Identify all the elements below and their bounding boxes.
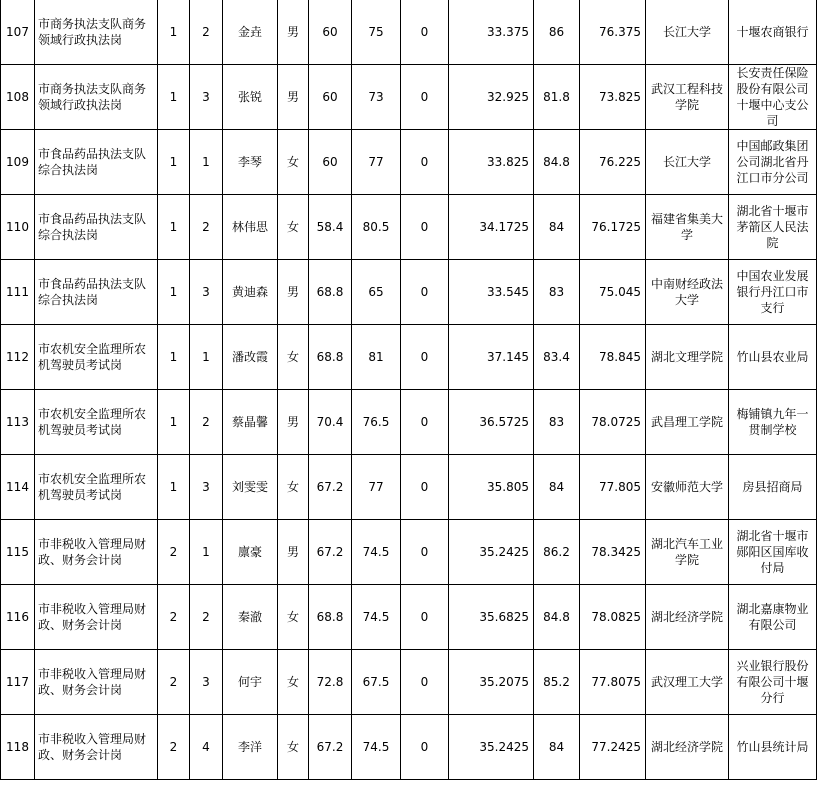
row-number-cell: 109 — [1, 130, 35, 195]
name-cell: 潘改霞 — [223, 325, 278, 390]
rank-cell: 2 — [190, 390, 223, 455]
gender-cell: 男 — [278, 65, 309, 130]
weighted-written-cell: 35.805 — [449, 455, 534, 520]
total-score-cell: 76.1725 — [580, 195, 646, 260]
professional-score-cell: 65 — [352, 260, 401, 325]
gender-cell: 女 — [278, 195, 309, 260]
table-row — [1, 260, 817, 325]
table-row — [1, 585, 817, 650]
post-cell: 市食品药品执法支队综合执法岗 — [35, 195, 158, 260]
table-row — [1, 715, 817, 780]
bonus-score-cell: 0 — [401, 390, 449, 455]
interview-score-cell: 83 — [534, 390, 580, 455]
total-score-cell: 77.2425 — [580, 715, 646, 780]
post-cell: 市食品药品执法支队综合执法岗 — [35, 130, 158, 195]
professional-score-cell: 73 — [352, 65, 401, 130]
row-number-cell: 107 — [1, 0, 35, 65]
employer-cell: 中国农业发展银行丹江口市支行 — [729, 260, 817, 325]
post-cell: 市非税收入管理局财政、财务会计岗 — [35, 650, 158, 715]
written-score-cell: 70.4 — [309, 390, 352, 455]
school-cell: 湖北经济学院 — [646, 715, 729, 780]
post-cell: 市商务执法支队商务领域行政执法岗 — [35, 0, 158, 65]
post-cell: 市食品药品执法支队综合执法岗 — [35, 260, 158, 325]
name-cell: 廪豪 — [223, 520, 278, 585]
total-score-cell: 73.825 — [580, 65, 646, 130]
professional-score-cell: 74.5 — [352, 520, 401, 585]
rank-cell: 3 — [190, 260, 223, 325]
table-row — [1, 0, 817, 65]
rank-cell: 3 — [190, 650, 223, 715]
weighted-written-cell: 35.2425 — [449, 715, 534, 780]
name-cell: 金垚 — [223, 0, 278, 65]
table-row — [1, 130, 817, 195]
total-score-cell: 78.0825 — [580, 585, 646, 650]
employer-cell: 竹山县统计局 — [729, 715, 817, 780]
written-score-cell: 68.8 — [309, 260, 352, 325]
interview-score-cell: 83 — [534, 260, 580, 325]
school-cell: 武汉工程科技学院 — [646, 65, 729, 130]
written-score-cell: 72.8 — [309, 650, 352, 715]
interview-score-cell: 84.8 — [534, 585, 580, 650]
rank-cell: 1 — [190, 130, 223, 195]
gender-cell: 男 — [278, 260, 309, 325]
bonus-score-cell: 0 — [401, 585, 449, 650]
positions-count-cell: 1 — [158, 195, 190, 260]
professional-score-cell: 77 — [352, 455, 401, 520]
bonus-score-cell: 0 — [401, 455, 449, 520]
professional-score-cell: 77 — [352, 130, 401, 195]
row-number-cell: 114 — [1, 455, 35, 520]
weighted-written-cell: 37.145 — [449, 325, 534, 390]
name-cell: 林伟思 — [223, 195, 278, 260]
rank-cell: 2 — [190, 195, 223, 260]
row-number-cell: 118 — [1, 715, 35, 780]
name-cell: 李洋 — [223, 715, 278, 780]
bonus-score-cell: 0 — [401, 130, 449, 195]
school-cell: 长江大学 — [646, 130, 729, 195]
total-score-cell: 76.225 — [580, 130, 646, 195]
rank-cell: 3 — [190, 65, 223, 130]
positions-count-cell: 1 — [158, 390, 190, 455]
written-score-cell: 68.8 — [309, 325, 352, 390]
positions-count-cell: 1 — [158, 65, 190, 130]
gender-cell: 女 — [278, 325, 309, 390]
positions-count-cell: 1 — [158, 455, 190, 520]
gender-cell: 男 — [278, 0, 309, 65]
post-cell: 市非税收入管理局财政、财务会计岗 — [35, 715, 158, 780]
rank-cell: 2 — [190, 585, 223, 650]
weighted-written-cell: 35.6825 — [449, 585, 534, 650]
professional-score-cell: 80.5 — [352, 195, 401, 260]
school-cell: 武昌理工学院 — [646, 390, 729, 455]
bonus-score-cell: 0 — [401, 325, 449, 390]
interview-score-cell: 86.2 — [534, 520, 580, 585]
post-cell: 市农机安全监理所农机驾驶员考试岗 — [35, 390, 158, 455]
bonus-score-cell: 0 — [401, 715, 449, 780]
employer-cell: 房县招商局 — [729, 455, 817, 520]
rank-cell: 1 — [190, 520, 223, 585]
bonus-score-cell: 0 — [401, 0, 449, 65]
weighted-written-cell: 35.2425 — [449, 520, 534, 585]
total-score-cell: 77.805 — [580, 455, 646, 520]
table-row — [1, 65, 817, 130]
total-score-cell: 75.045 — [580, 260, 646, 325]
total-score-cell: 77.8075 — [580, 650, 646, 715]
name-cell: 蔡晶馨 — [223, 390, 278, 455]
post-cell: 市非税收入管理局财政、财务会计岗 — [35, 520, 158, 585]
gender-cell: 男 — [278, 520, 309, 585]
gender-cell: 女 — [278, 130, 309, 195]
name-cell: 黄迪森 — [223, 260, 278, 325]
post-cell: 市商务执法支队商务领域行政执法岗 — [35, 65, 158, 130]
school-cell: 湖北汽车工业学院 — [646, 520, 729, 585]
employer-cell: 十堰农商银行 — [729, 0, 817, 65]
post-cell: 市农机安全监理所农机驾驶员考试岗 — [35, 455, 158, 520]
row-number-cell: 112 — [1, 325, 35, 390]
post-cell: 市农机安全监理所农机驾驶员考试岗 — [35, 325, 158, 390]
name-cell: 秦澈 — [223, 585, 278, 650]
table-body — [1, 0, 817, 780]
school-cell: 武汉理工大学 — [646, 650, 729, 715]
bonus-score-cell: 0 — [401, 650, 449, 715]
employer-cell: 湖北省十堰市茅箭区人民法院 — [729, 195, 817, 260]
table-row — [1, 325, 817, 390]
total-score-cell: 78.0725 — [580, 390, 646, 455]
table-row — [1, 455, 817, 520]
bonus-score-cell: 0 — [401, 195, 449, 260]
table-row — [1, 195, 817, 260]
employer-cell: 竹山县农业局 — [729, 325, 817, 390]
bonus-score-cell: 0 — [401, 65, 449, 130]
school-cell: 长江大学 — [646, 0, 729, 65]
employer-cell: 中国邮政集团公司湖北省丹江口市分公司 — [729, 130, 817, 195]
school-cell: 湖北经济学院 — [646, 585, 729, 650]
written-score-cell: 60 — [309, 130, 352, 195]
total-score-cell: 78.3425 — [580, 520, 646, 585]
name-cell: 李琴 — [223, 130, 278, 195]
rank-cell: 2 — [190, 0, 223, 65]
name-cell: 张锐 — [223, 65, 278, 130]
interview-score-cell: 85.2 — [534, 650, 580, 715]
positions-count-cell: 1 — [158, 130, 190, 195]
rank-cell: 3 — [190, 455, 223, 520]
employer-cell: 梅铺镇九年一贯制学校 — [729, 390, 817, 455]
weighted-written-cell: 33.825 — [449, 130, 534, 195]
total-score-cell: 76.375 — [580, 0, 646, 65]
school-cell: 中南财经政法大学 — [646, 260, 729, 325]
row-number-cell: 115 — [1, 520, 35, 585]
professional-score-cell: 81 — [352, 325, 401, 390]
gender-cell: 女 — [278, 585, 309, 650]
employer-cell: 兴业银行股份有限公司十堰分行 — [729, 650, 817, 715]
weighted-written-cell: 35.2075 — [449, 650, 534, 715]
total-score-cell: 78.845 — [580, 325, 646, 390]
professional-score-cell: 74.5 — [352, 715, 401, 780]
written-score-cell: 68.8 — [309, 585, 352, 650]
name-cell: 何宇 — [223, 650, 278, 715]
row-number-cell: 116 — [1, 585, 35, 650]
interview-score-cell: 84.8 — [534, 130, 580, 195]
gender-cell: 女 — [278, 455, 309, 520]
row-number-cell: 108 — [1, 65, 35, 130]
positions-count-cell: 2 — [158, 585, 190, 650]
professional-score-cell: 74.5 — [352, 585, 401, 650]
interview-score-cell: 83.4 — [534, 325, 580, 390]
table-row — [1, 520, 817, 585]
row-number-cell: 113 — [1, 390, 35, 455]
name-cell: 刘雯雯 — [223, 455, 278, 520]
professional-score-cell: 75 — [352, 0, 401, 65]
interview-score-cell: 81.8 — [534, 65, 580, 130]
weighted-written-cell: 33.375 — [449, 0, 534, 65]
row-number-cell: 110 — [1, 195, 35, 260]
interview-score-cell: 86 — [534, 0, 580, 65]
weighted-written-cell: 36.5725 — [449, 390, 534, 455]
positions-count-cell: 1 — [158, 325, 190, 390]
gender-cell: 女 — [278, 650, 309, 715]
employer-cell: 湖北省十堰市郧阳区国库收付局 — [729, 520, 817, 585]
employer-cell: 长安责任保险股份有限公司十堰中心支公司 — [729, 65, 817, 130]
rank-cell: 4 — [190, 715, 223, 780]
gender-cell: 男 — [278, 390, 309, 455]
school-cell: 安徽师范大学 — [646, 455, 729, 520]
professional-score-cell: 67.5 — [352, 650, 401, 715]
written-score-cell: 67.2 — [309, 520, 352, 585]
positions-count-cell: 2 — [158, 650, 190, 715]
professional-score-cell: 76.5 — [352, 390, 401, 455]
table-row — [1, 390, 817, 455]
weighted-written-cell: 33.545 — [449, 260, 534, 325]
employer-cell: 湖北嘉康物业有限公司 — [729, 585, 817, 650]
written-score-cell: 58.4 — [309, 195, 352, 260]
written-score-cell: 60 — [309, 0, 352, 65]
post-cell: 市非税收入管理局财政、财务会计岗 — [35, 585, 158, 650]
bonus-score-cell: 0 — [401, 260, 449, 325]
interview-score-cell: 84 — [534, 455, 580, 520]
row-number-cell: 117 — [1, 650, 35, 715]
row-number-cell: 111 — [1, 260, 35, 325]
written-score-cell: 67.2 — [309, 715, 352, 780]
positions-count-cell: 2 — [158, 520, 190, 585]
table-row — [1, 650, 817, 715]
rank-cell: 1 — [190, 325, 223, 390]
interview-score-cell: 84 — [534, 195, 580, 260]
positions-count-cell: 2 — [158, 715, 190, 780]
school-cell: 福建省集美大学 — [646, 195, 729, 260]
gender-cell: 女 — [278, 715, 309, 780]
bonus-score-cell: 0 — [401, 520, 449, 585]
weighted-written-cell: 32.925 — [449, 65, 534, 130]
weighted-written-cell: 34.1725 — [449, 195, 534, 260]
written-score-cell: 60 — [309, 65, 352, 130]
interview-score-cell: 84 — [534, 715, 580, 780]
positions-count-cell: 1 — [158, 0, 190, 65]
positions-count-cell: 1 — [158, 260, 190, 325]
written-score-cell: 67.2 — [309, 455, 352, 520]
school-cell: 湖北文理学院 — [646, 325, 729, 390]
